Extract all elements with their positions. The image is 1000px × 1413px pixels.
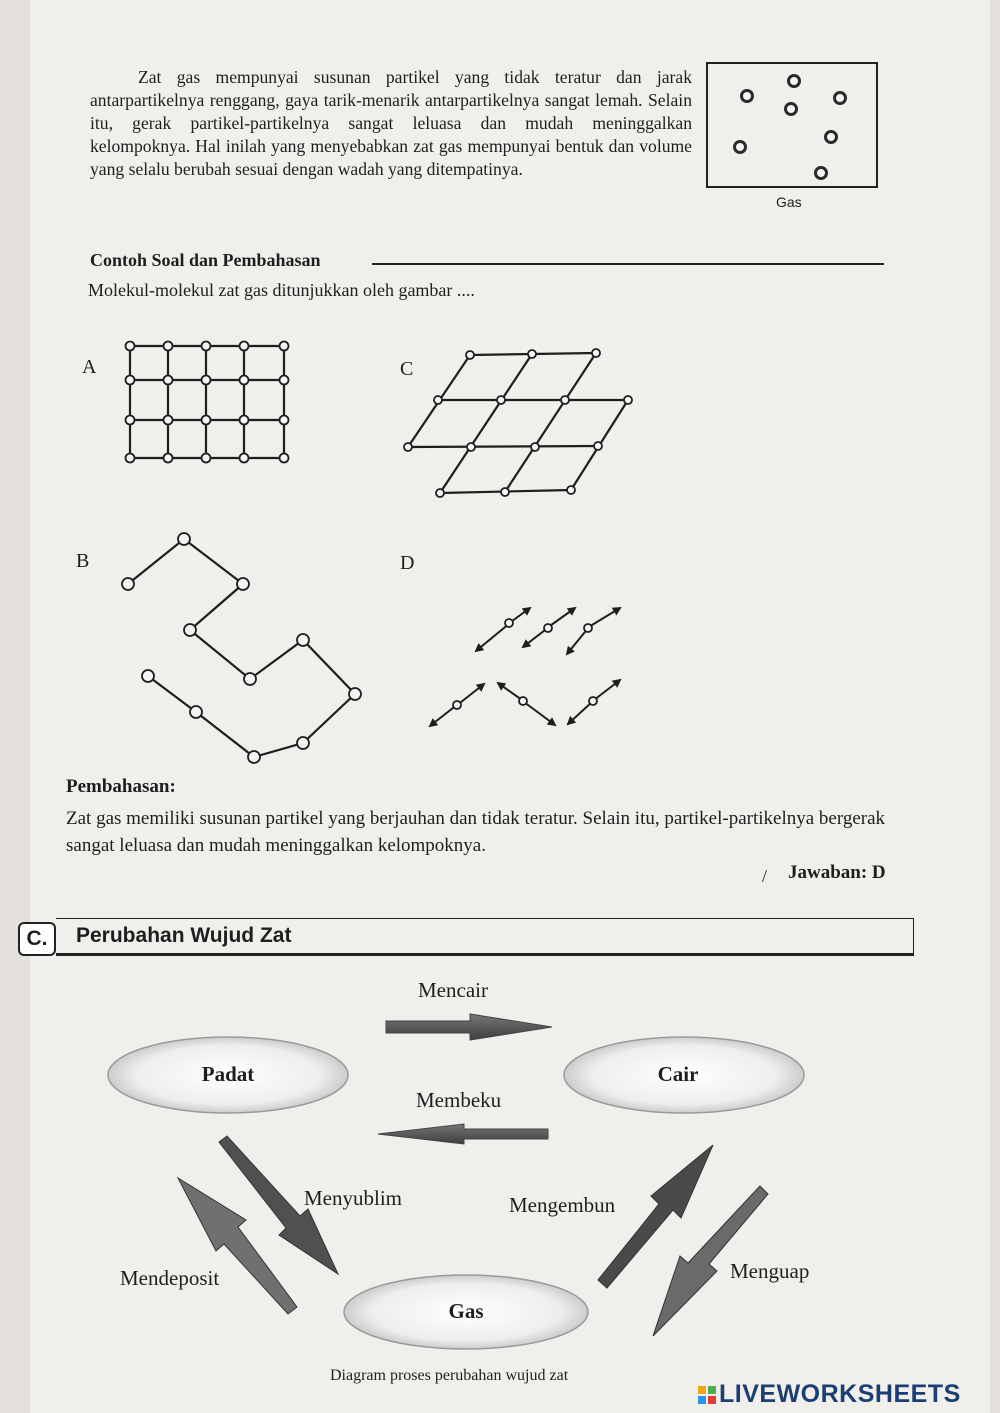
intro-paragraph: Zat gas mempunyai susunan partikel yang tidak teratur dan jarak antarpartikelnya renggang, gaya tarik-menarik antarpartikelnya sangat lemah. Selain itu, gerak partikel-partikelnya sangat leluasa dan mudah meninggalkan kelompoknya. Hal inilah yang menyebabkan zat gas mempunyai bentuk dan volume yang selalu berubah sesuai dengan wadah yang ditempatinya. [90,67,692,179]
diagram-caption: Diagram proses perubahan wujud zat [330,1367,569,1384]
tick-mark: / [762,866,768,886]
option-d-label: D [400,552,415,574]
liquid-state-label: Cair [657,1062,699,1086]
answer-text: Jawaban: D [788,862,886,883]
sublimation-label: Menyublim [304,1186,402,1210]
deposition-label: Mendeposit [120,1266,220,1290]
condensation-label: Mengembun [509,1193,616,1217]
example-title: Contoh Soal dan Pembahasan [90,250,321,270]
discussion-text: Zat gas memiliki susunan partikel yang berjauhan dan tidak teratur. Selain itu, partikel-partikelnya bergerak sangat leluasa dan mudah meninggalkan kelompoknya. [66,808,886,856]
option-b-label: B [76,550,90,572]
freezing-arrow [378,1124,548,1144]
option-c-label: C [400,358,414,380]
gas-figure-caption: Gas [776,194,802,210]
example-question: Molekul-molekul zat gas ditunjukkan oleh gambar .... [88,280,475,300]
melting-label: Mencair [418,978,488,1002]
liveworksheets-icon [698,1386,716,1404]
melting-arrow [386,1014,552,1040]
discussion-title: Pembahasan: [66,776,176,797]
evaporation-label: Menguap [730,1259,810,1283]
section-letter: C. [18,922,56,956]
logo-text: LIVEWORKSHEETS [719,1380,961,1408]
liveworksheets-logo [698,1380,961,1409]
solid-state-label: Padat [201,1062,255,1086]
freezing-label: Membeku [416,1088,502,1112]
section-title: Perubahan Wujud Zat [76,924,292,947]
gas-state-label: Gas [448,1299,484,1323]
option-a-label: A [82,356,97,378]
